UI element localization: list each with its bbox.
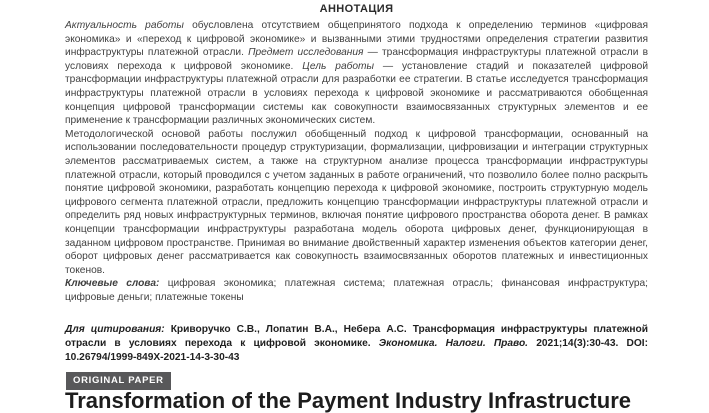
abstract-paragraph-1: Актуальность работы обусловлена отсутствием общепринятого подхода к определению терминов «цифровая экономика» и «переход к цифровой экономике» и вызванными этими трудностями определения стратегии развития инфраструктуры платежной отрасли. Предмет исследования — трансформация инфраструктуры платежной отрасли в условиях перехода к цифровой экономике. Цель работы — установление стадий и показателей цифровой трансформации инфраструктуры платежной отрасли для разработки ее стратегии. В статье исследуется трансформация инфраструктуры платежной отрасли в условиях перехода к цифровой экономике и рассматриваются обобщенная концепция цифровой трансформации системы как совокупности взаимосвязанных структурных элементов и ее применение к трансформации различных экономических систем. (65, 20, 649, 127)
keywords-line: Ключевые слова: цифровая экономика; платежная система; платежная отрасль; финансовая инфраструктура; цифровые деньги; платежные токены (65, 278, 648, 303)
abstract-paragraph-2: Методологической основой работы послужил обобщенный подход к цифровой трансформации, основанный на использовании последовательности процедур структуризации, формализации, цифровизации и интеграции структурных элементов рассматриваемых систем, а также на структурном анализе процесса трансформации инфраструктуры платежной отрасли, который проводился с учетом заданных в работе ограничений, что позволило более полно раскрыть понятие цифровой экономики, разработать концепцию перехода к цифровой экономике, построить структурную модель цифрового сегмента платежной отрасли, предложить концепцию трансформации инфраструктуры платежной отрасли и определить ряд новых инфраструктурных терминов, включая понятие цифрового пространства оборота денег. В рамках концепции трансформации инфраструктуры разработана модель оборота цифровых денег, функционирующая в заданном цифровом пространстве. Принимая во внимание двойственный характер изменения объектов категории денег, оборот цифровых денег рассматривается как совокупность взаимосвязанных оборотов платежных и инвестиционных токенов. (65, 128, 648, 276)
citation-block: Для цитирования: Криворучко С.В., Лопатин В.А., Небера А.С. Трансформация инфраструктуры платежной отрасли в условиях перехода к цифровой экономике. Экономика. Налоги. Право. 2021;14(3):30-43. DOI: 10.26794/1999-849X-2021-14-3-30-43 (65, 324, 649, 363)
article-title-en: Transformation of the Payment Industry Infrastructure (65, 388, 631, 413)
abstract-heading: АННОТАЦИЯ (319, 3, 394, 15)
paper-type-badge: ORIGINAL PAPER (66, 372, 171, 390)
